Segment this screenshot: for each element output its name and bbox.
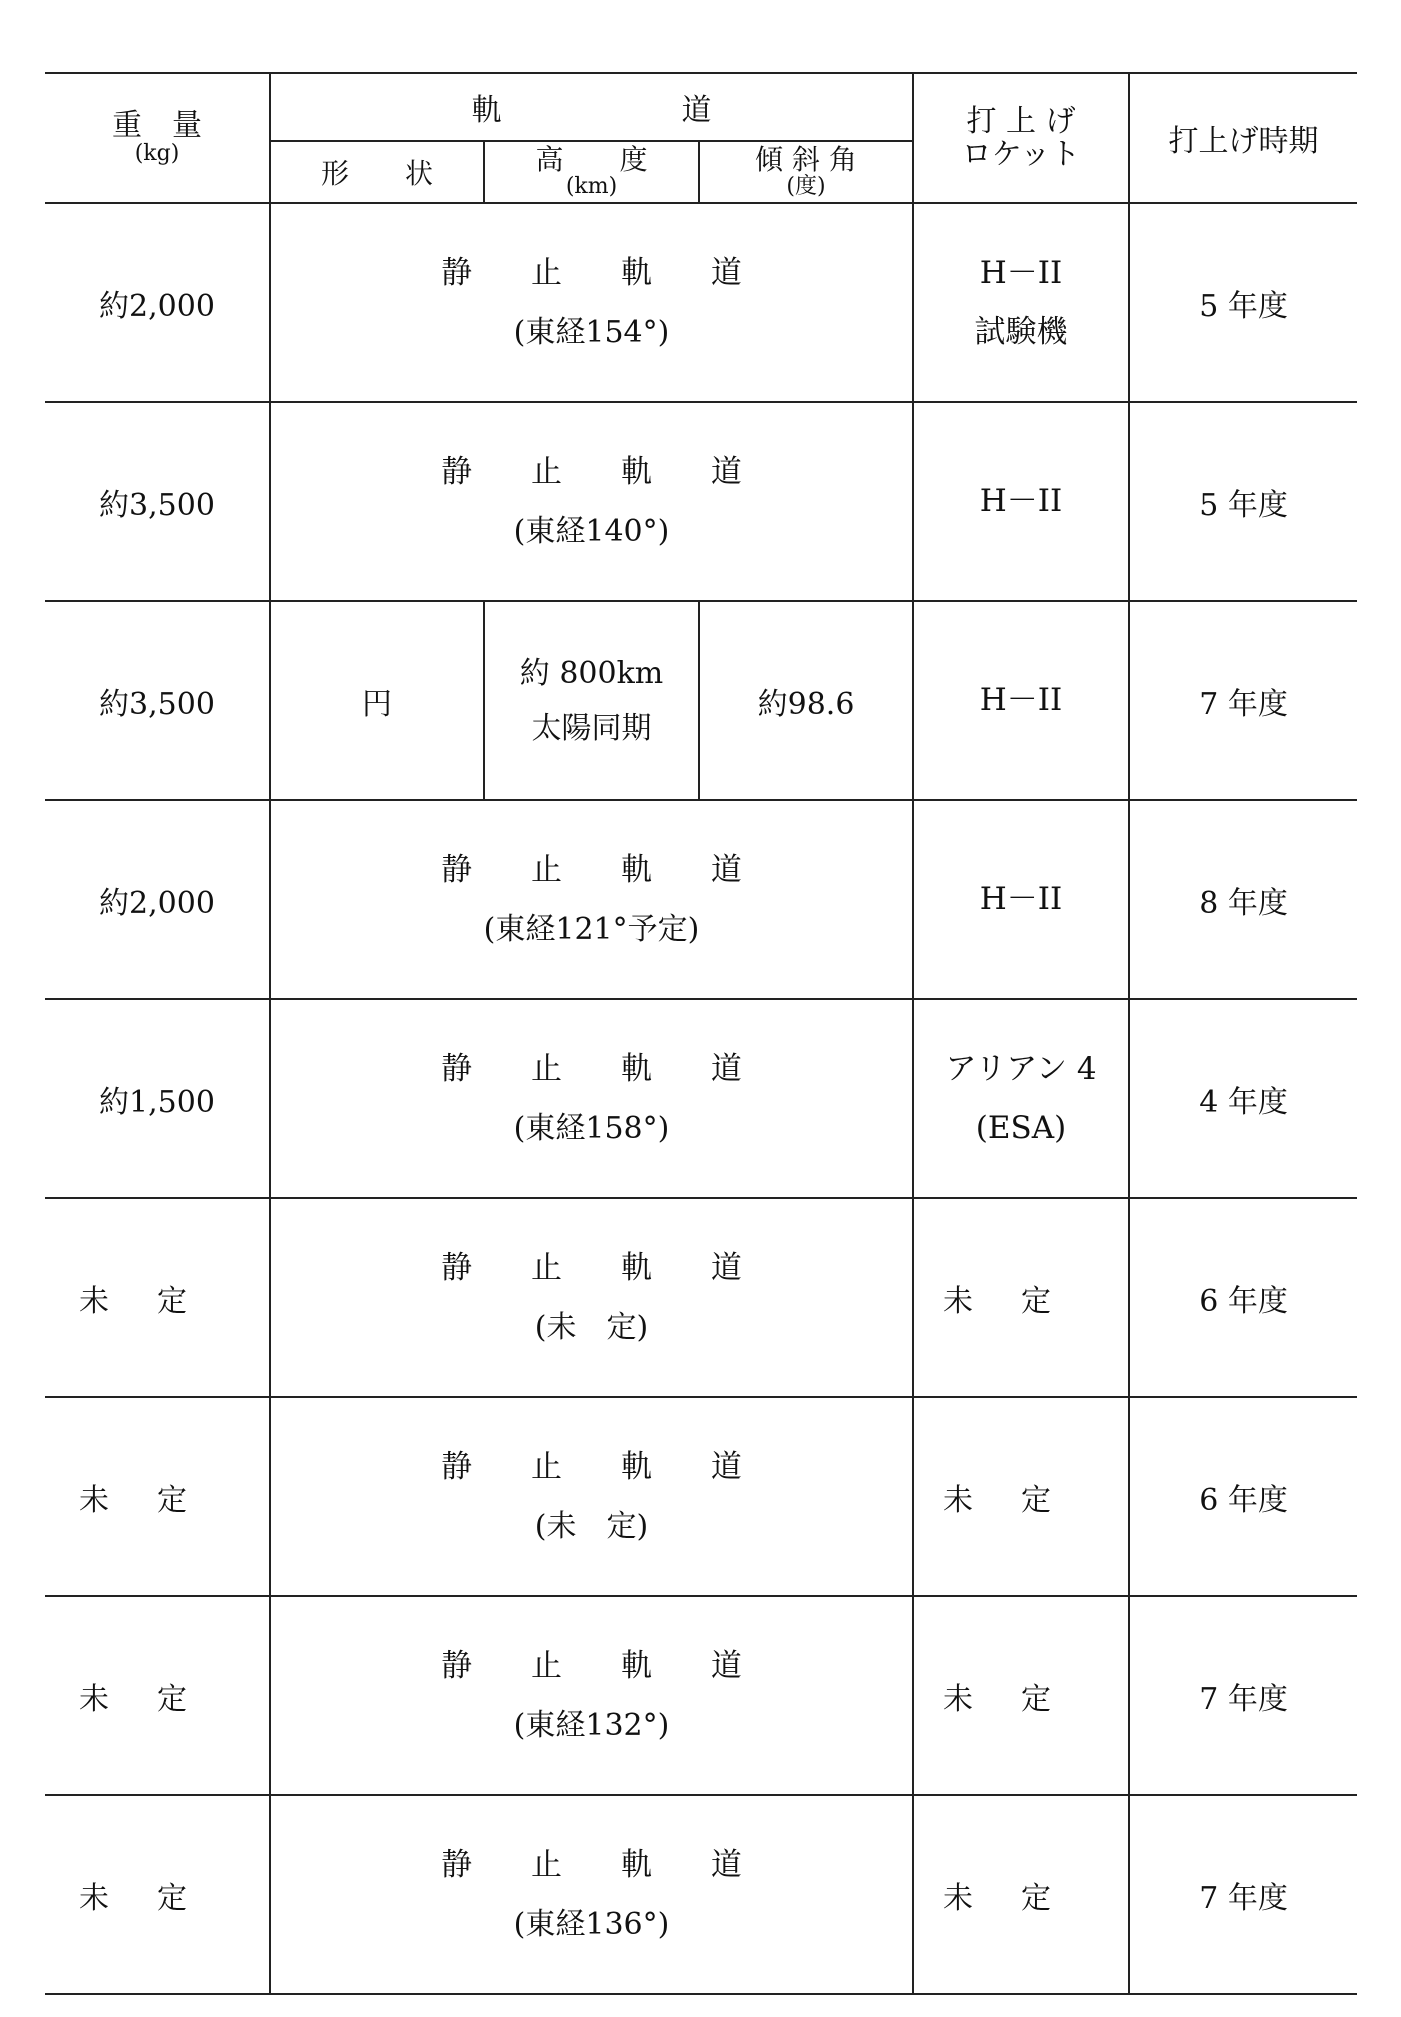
period-cell: 8 年度 [1129, 800, 1357, 999]
table-row [45, 1795, 1357, 1994]
table-row [45, 203, 1357, 402]
inclination-cell: 約98.6 [699, 601, 913, 800]
rocket-name: H－II [979, 254, 1063, 291]
orbit-position: (東経121°予定) [483, 912, 700, 948]
header-weight-unit: (kg) [134, 141, 180, 167]
period-cell: 5 年度 [1129, 402, 1357, 601]
rocket-cell [913, 402, 1129, 601]
weight-cell: 約2,000 [45, 800, 270, 999]
shape-cell: 円 [270, 601, 484, 800]
altitude-cell [484, 601, 699, 800]
rocket-cell [913, 800, 1129, 999]
orbit-cell [270, 1397, 913, 1596]
orbit-type: 静止軌道 [441, 851, 801, 888]
header-inclination [699, 141, 913, 203]
table-row [45, 1596, 1357, 1795]
orbit-position: (東経158°) [513, 1111, 670, 1147]
header-rocket-line1: 打 上 げ [966, 104, 1076, 139]
orbit-cell [270, 203, 913, 402]
weight-cell: 未定 [45, 1795, 270, 1994]
rocket-name: H－II [979, 682, 1063, 718]
orbit-cell [270, 999, 913, 1198]
orbit-cell [270, 1198, 913, 1397]
header-rocket [913, 73, 1129, 203]
weight-cell: 未定 [45, 1596, 270, 1795]
orbit-cell [270, 1596, 913, 1795]
header-orbit: 軌 道 [270, 73, 913, 141]
header-shape: 形 状 [270, 141, 484, 203]
header-row-1 [45, 73, 1357, 141]
weight-cell: 約3,500 [45, 402, 270, 601]
orbit-position: (未 定) [534, 1310, 649, 1346]
orbit-type: 静止軌道 [441, 1846, 801, 1883]
orbit-type: 静止軌道 [441, 254, 801, 291]
rocket-note: 試験機 [974, 313, 1068, 350]
orbit-cell [270, 800, 913, 999]
table-row [45, 601, 1357, 800]
table-row [45, 402, 1357, 601]
orbit-position: (東経132°) [513, 1708, 670, 1744]
altitude-value: 約 800km [519, 655, 664, 691]
period-cell: 6 年度 [1129, 1198, 1357, 1397]
rocket-name: H－II [979, 881, 1063, 917]
weight-cell: 未定 [45, 1397, 270, 1596]
rocket-name: H－II [979, 483, 1063, 519]
altitude-note: 太陽同期 [531, 710, 652, 746]
weight-cell: 約2,000 [45, 203, 270, 402]
header-weight [45, 73, 270, 203]
rocket-cell [913, 999, 1129, 1198]
orbit-type: 静止軌道 [441, 1647, 801, 1684]
rocket-cell: 未定 [913, 1596, 1129, 1795]
rocket-cell [913, 203, 1129, 402]
period-cell: 5 年度 [1129, 203, 1357, 402]
rocket-cell: 未定 [913, 1795, 1129, 1994]
period-cell: 7 年度 [1129, 1795, 1357, 1994]
table-row [45, 800, 1357, 999]
period-cell: 7 年度 [1129, 1596, 1357, 1795]
period-cell: 4 年度 [1129, 999, 1357, 1198]
orbit-position: (未 定) [534, 1509, 649, 1545]
rocket-cell: 未定 [913, 1397, 1129, 1596]
header-inclination-unit: (度) [786, 174, 826, 200]
header-altitude-unit: (km) [565, 174, 618, 200]
header-altitude [484, 141, 699, 203]
header-weight-label: 重 量 [112, 108, 202, 144]
orbit-cell [270, 402, 913, 601]
period-cell: 7 年度 [1129, 601, 1357, 800]
header-altitude-label: 高 度 [535, 142, 648, 176]
orbit-position: (東経140°) [513, 514, 670, 550]
table-row [45, 1198, 1357, 1397]
orbit-type: 静止軌道 [441, 1448, 801, 1485]
table-row [45, 1397, 1357, 1596]
orbit-position: (東経154°) [513, 315, 670, 351]
rocket-cell [913, 601, 1129, 800]
header-inclination-label: 傾 斜 角 [755, 142, 857, 176]
weight-cell: 約1,500 [45, 999, 270, 1198]
orbit-type: 静止軌道 [441, 1050, 801, 1087]
orbit-position: (東経136°) [513, 1907, 670, 1943]
period-cell: 6 年度 [1129, 1397, 1357, 1596]
rocket-name: アリアン 4 [945, 1050, 1097, 1087]
table-row [45, 999, 1357, 1198]
rocket-note: (ESA) [975, 1109, 1067, 1146]
satellite-spec-table [45, 72, 1357, 1995]
orbit-cell [270, 1795, 913, 1994]
orbit-type: 静止軌道 [441, 1249, 801, 1286]
rocket-cell: 未定 [913, 1198, 1129, 1397]
weight-cell: 未定 [45, 1198, 270, 1397]
orbit-type: 静止軌道 [441, 453, 801, 490]
weight-cell: 約3,500 [45, 601, 270, 800]
header-launch-period: 打上げ時期 [1129, 73, 1357, 203]
header-rocket-line2: ロケット [961, 137, 1081, 172]
